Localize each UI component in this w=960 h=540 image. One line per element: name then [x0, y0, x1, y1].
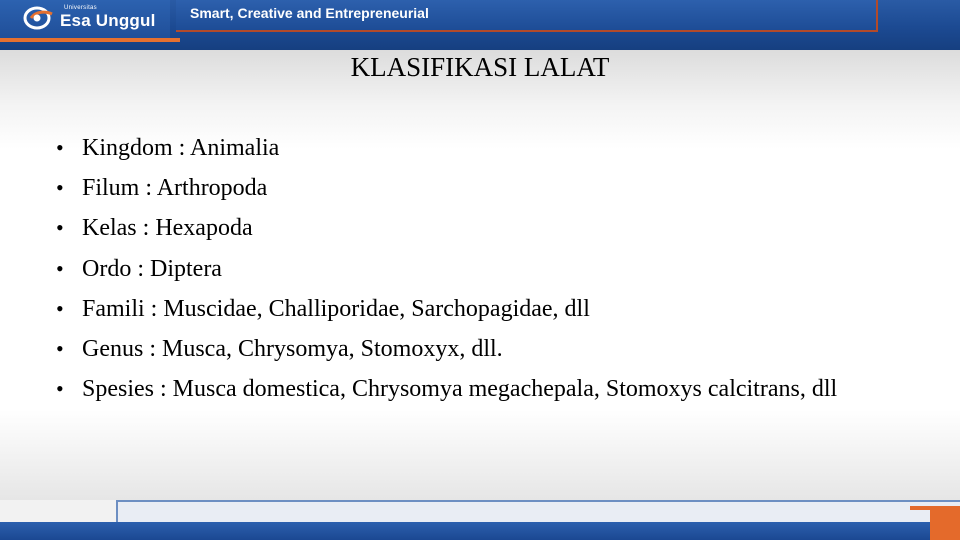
list-item-ordo	[56, 252, 916, 286]
list-item-kelas	[56, 211, 916, 245]
list-item-spesies	[56, 372, 916, 406]
header-orange-strip	[0, 38, 180, 42]
list-item-filum	[56, 171, 916, 205]
bullet-icon: •	[56, 175, 64, 201]
logo-area	[0, 0, 170, 40]
list-item-text: Spesies : Musca domestica, Chrysomya megachepala, Stomoxys calcitrans, dll	[82, 376, 838, 403]
classification-list	[56, 131, 916, 412]
bullet-icon: •	[56, 215, 64, 241]
list-item-genus	[56, 332, 916, 366]
slide-title: KLASIFIKASI LALAT	[350, 52, 610, 82]
footer-orange-line	[910, 506, 930, 510]
footer-frame	[116, 500, 960, 522]
list-item-text: Kingdom : Animalia	[82, 135, 280, 161]
logo-university-label: Universitas	[64, 5, 97, 11]
bullet-icon: •	[56, 135, 64, 160]
list-item-text: Famili : Muscidae, Challiporidae, Sarchopagidae, dll	[82, 295, 590, 322]
bullet-icon: •	[56, 335, 64, 361]
bullet-icon: •	[56, 295, 64, 321]
list-item-kingdom	[56, 131, 916, 165]
list-item-text: Genus : Musca, Chrysomya, Stomoxyx, dll.	[82, 335, 503, 362]
list-item-text: Kelas : Hexapoda	[82, 215, 253, 242]
list-item-text: Ordo : Diptera	[82, 255, 222, 282]
bullet-icon: •	[56, 376, 64, 402]
list-item-famili	[56, 292, 916, 326]
footer-blue-bar	[0, 522, 930, 540]
footer-orange-block	[930, 506, 960, 540]
tagline: Smart, Creative and Entrepreneurial	[190, 5, 429, 21]
list-item-text: Filum : Arthropoda	[82, 175, 268, 202]
logo-name: Esa Unggul	[60, 11, 156, 30]
bullet-icon: •	[56, 255, 64, 281]
tagline-box	[176, 0, 878, 32]
esa-unggul-logo-icon	[22, 5, 56, 31]
header-bar	[0, 0, 960, 50]
